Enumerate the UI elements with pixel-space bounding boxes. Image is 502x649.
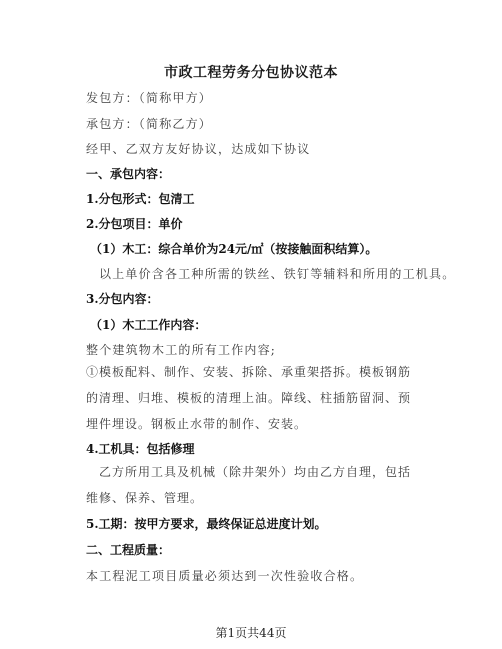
clause-subcontract-form: 1.分包形式：包清工 [86, 192, 195, 206]
tools-detail: 乙方所用工具及机械（除井架外）均由乙方自理，包括维修、保养、管理。 [86, 465, 412, 505]
price-note: 以上单价含各工种所需的铁丝、铁钉等辅料和所用的工机具。 [99, 267, 456, 281]
party-b-line: 承包方：（简称乙方） [86, 117, 213, 131]
carpentry-work-heading: （1）木工工作内容： [90, 318, 207, 332]
clause-carpentry-price: （1）木工：综合单价为24元/㎡（按接触面积结算）。 [90, 242, 378, 256]
agreement-intro: 经甲、乙双方友好协议，达成如下协议 [86, 142, 311, 156]
section-heading-quality: 二、工程质量： [86, 543, 171, 557]
clause-subcontract-item: 2.分包项目：单价 [86, 217, 183, 231]
carpentry-work-intro: 整个建筑物木工的所有工作内容; [86, 343, 277, 357]
clause-tools: 4.工机具：包括修理 [86, 442, 195, 456]
quality-requirement: 本工程泥工项目质量必须达到一次性验收合格。 [86, 569, 364, 583]
carpentry-work-detail: ①模板配料、制作、安装、拆除、承重架搭拆。模板钢筋的清理、归堆、模板的清理上油。障线、柱插筋留洞、预埋件埋设。钢板止水带的制作、安装。 [86, 365, 412, 431]
clause-subcontract-content: 3.分包内容： [86, 292, 159, 306]
section-heading-scope: 一、承包内容： [86, 167, 171, 181]
clause-schedule: 5.工期：按甲方要求，最终保证总进度计划。 [86, 517, 327, 531]
party-a-line: 发包方：（简称甲方） [86, 91, 213, 105]
page-number: 第1页共44页 [215, 626, 287, 640]
document-title: 市政工程劳务分包协议范本 [164, 65, 338, 81]
